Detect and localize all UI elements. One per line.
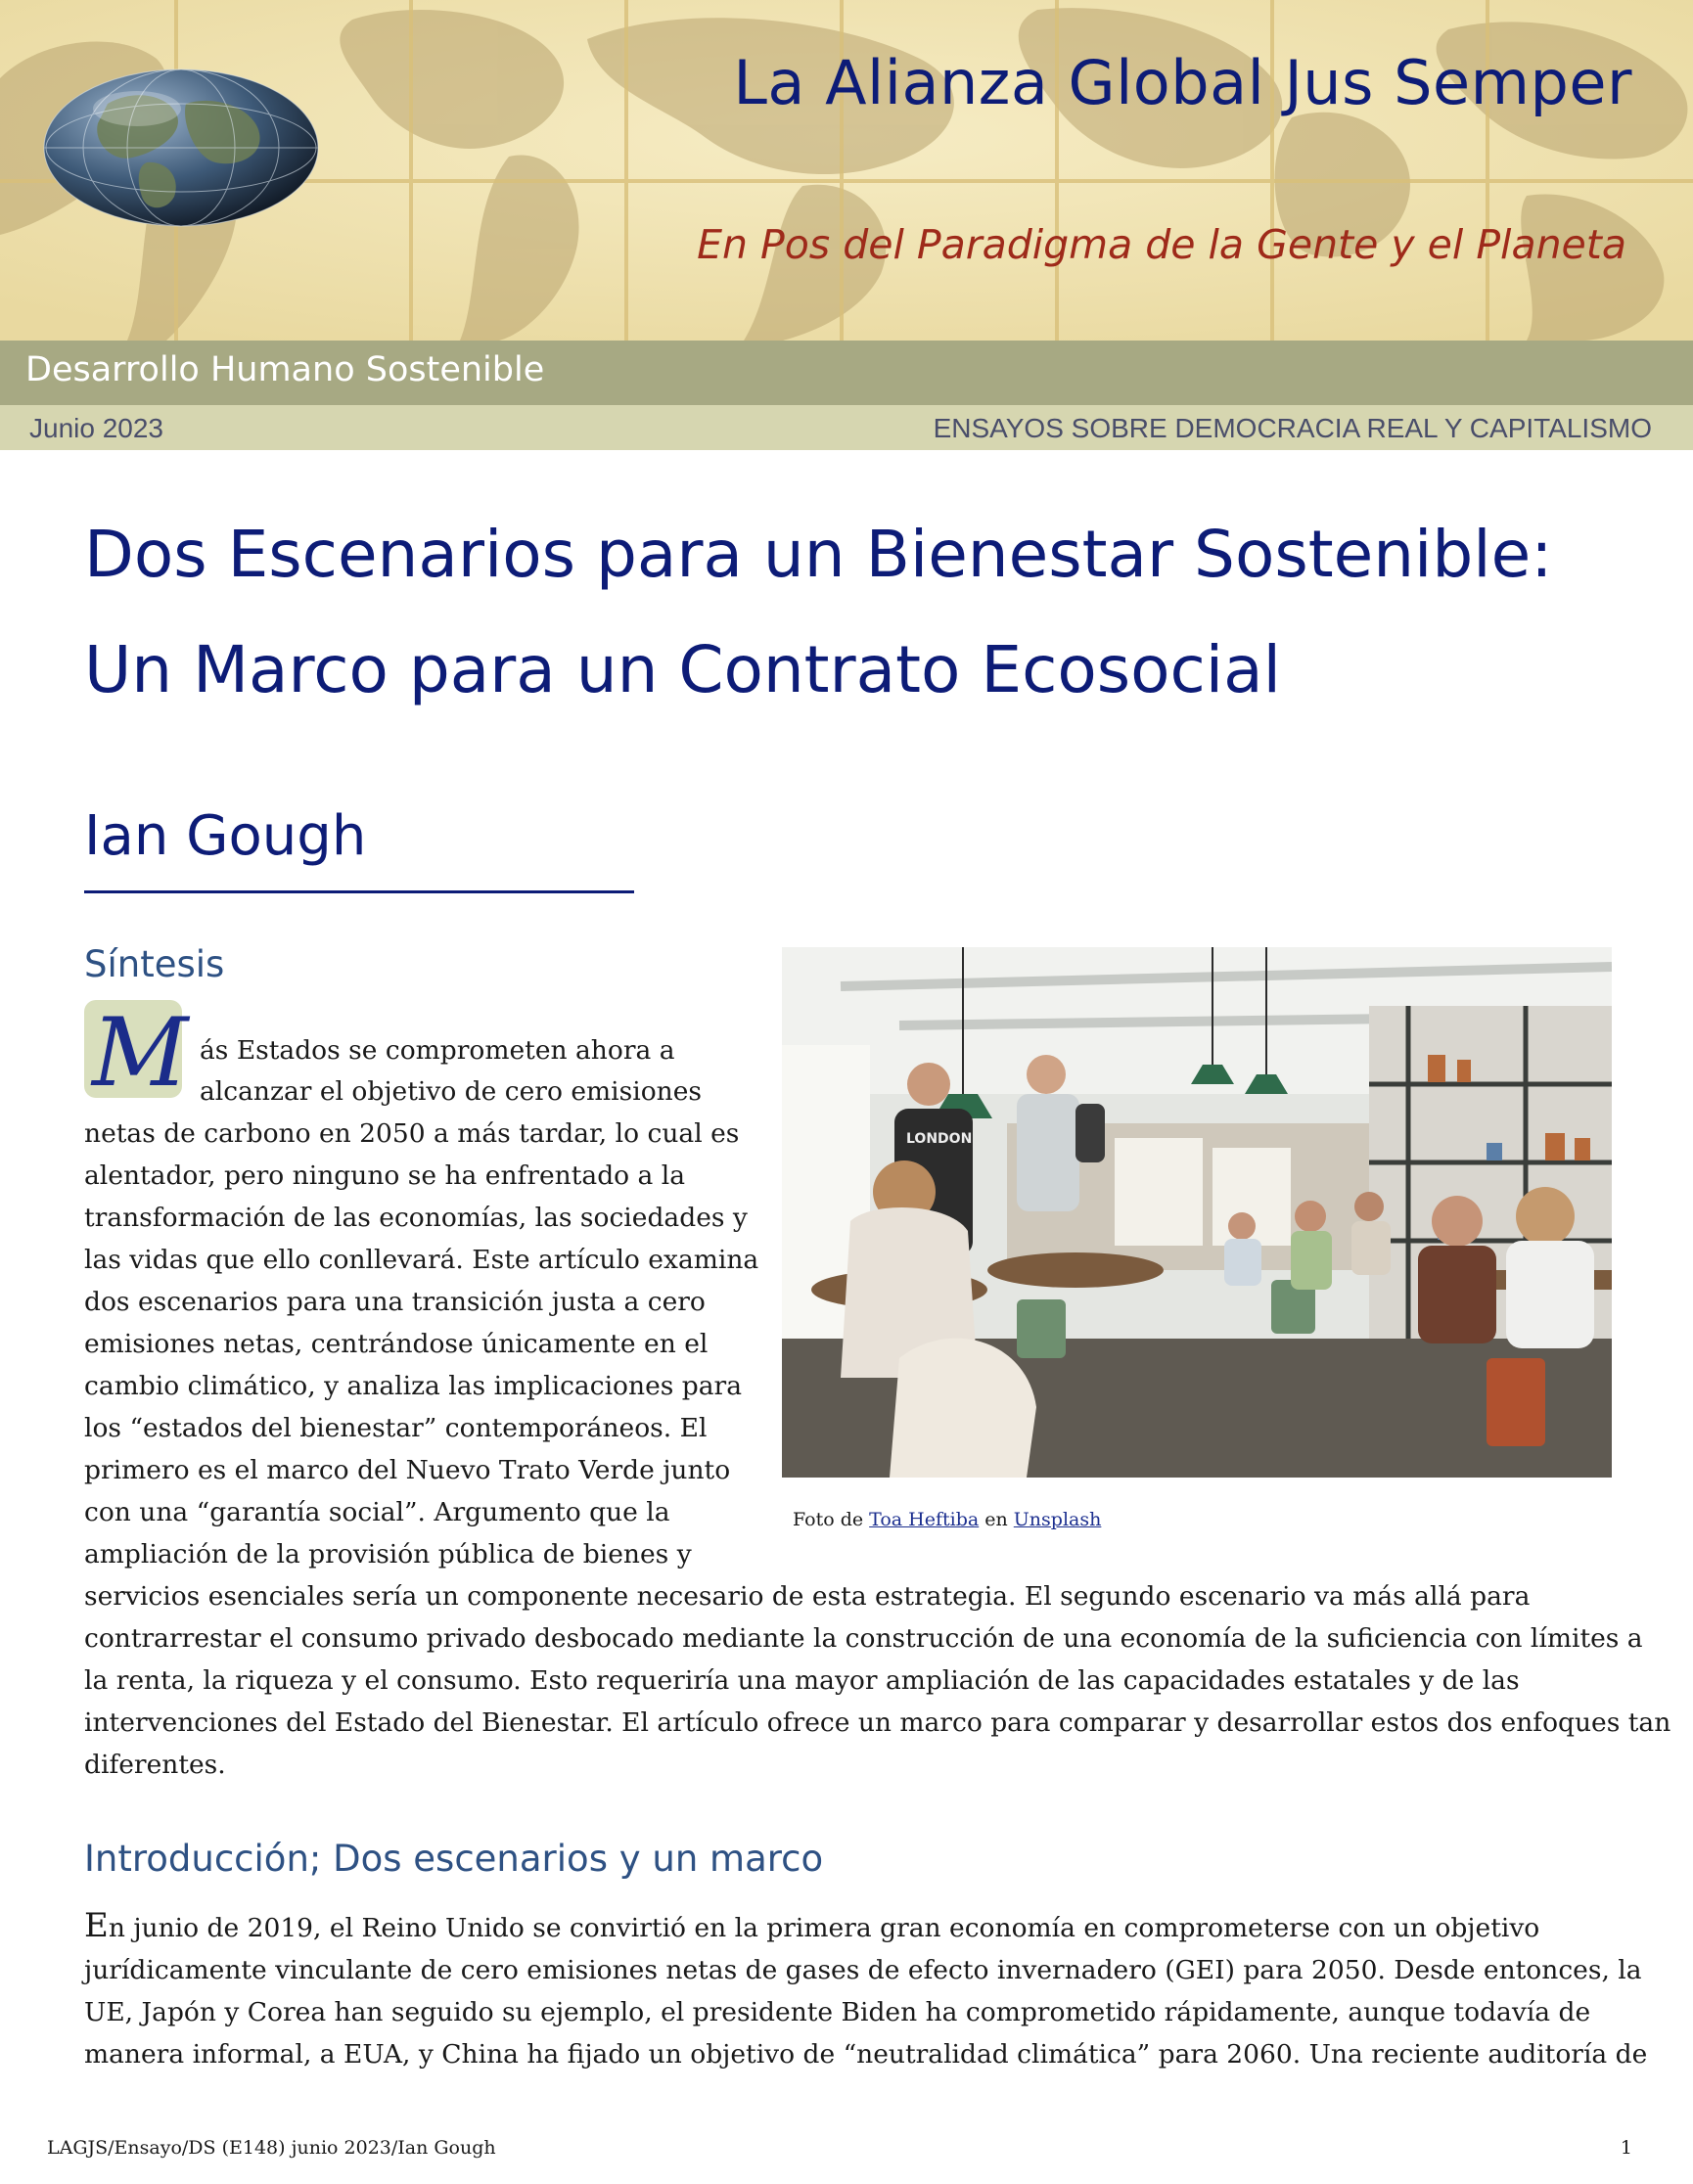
introduction-line: jurídicamente vinculante de cero emisiones netas de gases de efecto invernadero (GEI) para 2050. Desde entonces, la bbox=[84, 1955, 1642, 1985]
issue-date: Junio 2023 bbox=[29, 413, 164, 443]
title-line-2: Un Marco para un Contrato Ecosocial bbox=[84, 632, 1281, 707]
page-number: 1 bbox=[1620, 2137, 1632, 2159]
cafe-photo-illustration bbox=[782, 947, 1612, 1478]
brand-tagline: En Pos del Paradigma de la Gente y el Planeta bbox=[697, 221, 1626, 268]
synthesis-line: las vidas que ello conllevará. Este artículo examina bbox=[84, 1245, 759, 1275]
brand-name: La Alianza Global Jus Semper bbox=[733, 47, 1632, 118]
shirt-text: LONDON bbox=[906, 1131, 973, 1147]
synthesis-line: ampliación de la provisión pública de bienes y bbox=[84, 1539, 692, 1570]
section-label: Desarrollo Humano Sostenible bbox=[25, 350, 545, 389]
synthesis-line: los “estados del bienestar” contemporáneos. El bbox=[84, 1413, 708, 1443]
introduction-first-letter: E bbox=[84, 1906, 109, 1945]
synthesis-line: transformación de las economías, las sociedades y bbox=[84, 1203, 748, 1233]
caption-prefix: Foto de bbox=[793, 1509, 864, 1530]
author-rule bbox=[84, 890, 634, 893]
title-line-1: Dos Escenarios para un Bienestar Sostenible: bbox=[84, 517, 1553, 592]
synthesis-line: emisiones netas, centrándose únicamente en el bbox=[84, 1329, 709, 1359]
introduction-line-text: n junio de 2019, el Reino Unido se convirtió en la primera gran economía en comprometerse con un objetivo bbox=[108, 1913, 1540, 1943]
caption-mid: en bbox=[984, 1509, 1008, 1530]
synthesis-line: cambio climático, y analiza las implicaciones para bbox=[84, 1371, 742, 1401]
synthesis-line: dos escenarios para una transición justa a cero bbox=[84, 1287, 706, 1317]
synthesis-heading: Síntesis bbox=[84, 943, 225, 985]
introduction-line: manera informal, a EUA, y China ha fijado un objetivo de “neutralidad climática” para 2060. Una reciente auditoría de bbox=[84, 2039, 1648, 2070]
article-title bbox=[84, 497, 1630, 728]
section-band bbox=[0, 341, 1693, 405]
synthesis-line: contrarrestar el consumo privado desbocado mediante la construcción de una economía de la suficiencia con límites a bbox=[84, 1623, 1643, 1654]
drop-cap-letter: M bbox=[92, 998, 189, 1108]
synthesis-line: alcanzar el objetivo de cero emisiones bbox=[200, 1076, 703, 1107]
globe-logo bbox=[39, 65, 323, 231]
introduction-line: UE, Japón y Corea han seguido su ejemplo, el presidente Biden ha comprometido rápidamente, aunque todavía de bbox=[84, 1997, 1591, 2027]
series-title: ENSAYOS SOBRE DEMOCRACIA REAL Y CAPITALISMO bbox=[933, 413, 1652, 443]
source-link[interactable]: Unsplash bbox=[1013, 1509, 1102, 1530]
author-name: Ian Gough bbox=[84, 804, 367, 868]
synthesis-line: alentador, pero ninguno se ha enfrentado a la bbox=[84, 1160, 686, 1191]
photo-caption bbox=[793, 1509, 1101, 1530]
masthead bbox=[0, 0, 1693, 341]
synthesis-line: ás Estados se comprometen ahora a bbox=[200, 1035, 675, 1066]
synthesis-line: la renta, la riqueza y el consumo. Esto requeriría una mayor ampliación de las capacidades estatales y de las bbox=[84, 1665, 1520, 1696]
synthesis-line: netas de carbono en 2050 a más tardar, lo cual es bbox=[84, 1118, 740, 1149]
synthesis-line: con una “garantía social”. Argumento que la bbox=[84, 1497, 670, 1527]
synthesis-line: diferentes. bbox=[84, 1750, 226, 1780]
drop-cap bbox=[84, 998, 189, 1108]
introduction-heading: Introducción; Dos escenarios y un marco bbox=[84, 1838, 824, 1880]
cafe-photo bbox=[782, 947, 1612, 1478]
footer-reference: LAGJS/Ensayo/DS (E148) junio 2023/Ian Gough bbox=[47, 2137, 496, 2159]
photographer-link[interactable]: Toa Heftiba bbox=[869, 1509, 980, 1530]
synthesis-line: servicios esenciales sería un componente necesario de esta estrategia. El segundo escenario va más allá para bbox=[84, 1581, 1531, 1612]
synthesis-line: primero es el marco del Nuevo Trato Verde junto bbox=[84, 1455, 731, 1485]
introduction-line bbox=[84, 1906, 1539, 1945]
synthesis-line: intervenciones del Estado del Bienestar. El artículo ofrece un marco para comparar y desarrollar estos dos enfoques tan bbox=[84, 1707, 1671, 1738]
date-band bbox=[0, 405, 1693, 450]
